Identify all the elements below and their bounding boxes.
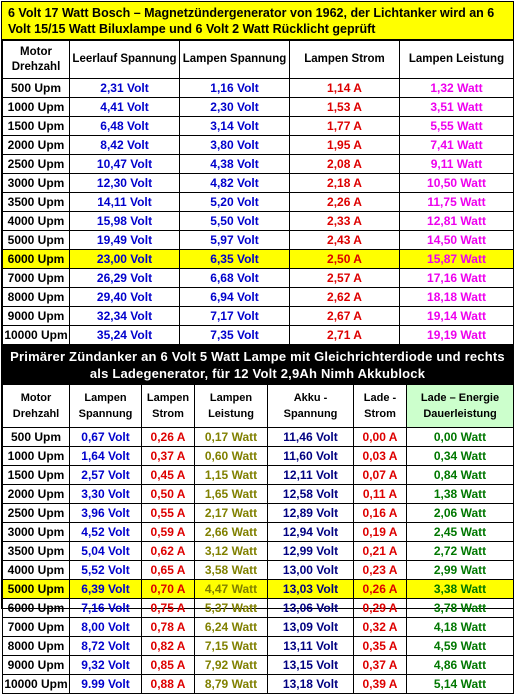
t2-cell: 1,15 Watt (195, 466, 268, 485)
t2-cell: 6000 Upm (3, 599, 70, 618)
t1-cell: 18,18 Watt (400, 288, 514, 307)
t1-cell: 10,50 Watt (400, 174, 514, 193)
t2-cell: 9000 Upm (3, 656, 70, 675)
t1-header-lampen-strom: Lampen Strom (290, 41, 400, 79)
t2-cell: 6,24 Watt (195, 618, 268, 637)
t2-cell: 12,89 Volt (268, 504, 354, 523)
t1-cell: 15,87 Watt (400, 250, 514, 269)
t2-cell: 2500 Upm (3, 504, 70, 523)
t1-cell: 1,32 Watt (400, 79, 514, 98)
t1-cell: 5,55 Watt (400, 117, 514, 136)
t1-cell: 2,30 Volt (180, 98, 290, 117)
t1-row (3, 98, 514, 117)
t1-cell: 12,30 Volt (70, 174, 180, 193)
table-1-body (3, 79, 514, 345)
t2-cell: 12,99 Volt (268, 542, 354, 561)
t1-cell: 7,35 Volt (180, 326, 290, 345)
t2-cell: 3,96 Volt (70, 504, 142, 523)
t1-cell: 15,98 Volt (70, 212, 180, 231)
t1-cell: 3000 Upm (3, 174, 70, 193)
t2-cell: 0,37 A (142, 447, 195, 466)
t2-cell: 12,94 Volt (268, 523, 354, 542)
t2-cell: 4,18 Watt (407, 618, 514, 637)
t1-cell: 5,20 Volt (180, 193, 290, 212)
t2-cell: 12,11 Volt (268, 466, 354, 485)
t1-cell: 1,95 A (290, 136, 400, 155)
t1-cell: 9,11 Watt (400, 155, 514, 174)
t2-cell: 5000 Upm (3, 580, 70, 599)
t1-cell: 5000 Upm (3, 231, 70, 250)
t2-cell: 0,85 A (142, 656, 195, 675)
t1-cell: 2000 Upm (3, 136, 70, 155)
t1-row (3, 79, 514, 98)
t1-cell: 2500 Upm (3, 155, 70, 174)
t1-cell: 19,19 Watt (400, 326, 514, 345)
t2-header-lade-strom: Lade - Strom (354, 385, 407, 428)
t1-cell: 1,77 A (290, 117, 400, 136)
t2-cell: 0,50 A (142, 485, 195, 504)
t2-cell: 13,15 Volt (268, 656, 354, 675)
t1-cell: 5,50 Volt (180, 212, 290, 231)
t2-row (3, 599, 514, 618)
t1-cell: 4000 Upm (3, 212, 70, 231)
t2-row (3, 447, 514, 466)
t2-cell: 11,46 Volt (268, 428, 354, 447)
t2-cell: 0,26 A (142, 428, 195, 447)
t2-cell: 9,32 Volt (70, 656, 142, 675)
t2-cell: 0,67 Volt (70, 428, 142, 447)
t2-cell: 0,84 Watt (407, 466, 514, 485)
t2-cell: 4,86 Watt (407, 656, 514, 675)
t1-cell: 1000 Upm (3, 98, 70, 117)
t2-cell: 0,88 A (142, 675, 195, 694)
t1-cell: 4,38 Volt (180, 155, 290, 174)
t1-cell: 19,14 Watt (400, 307, 514, 326)
t2-cell: 8,79 Watt (195, 675, 268, 694)
t2-cell: 8,72 Volt (70, 637, 142, 656)
t1-header-lampen-spannung: Lampen Spannung (180, 41, 290, 79)
t2-cell: 0,37 A (354, 656, 407, 675)
t1-cell: 6,68 Volt (180, 269, 290, 288)
t1-cell: 19,49 Volt (70, 231, 180, 250)
t1-cell: 500 Upm (3, 79, 70, 98)
t2-cell: 2,17 Watt (195, 504, 268, 523)
t2-cell: 0,26 A (354, 580, 407, 599)
t2-cell: 0,17 Watt (195, 428, 268, 447)
t1-cell: 17,16 Watt (400, 269, 514, 288)
t1-cell: 2,26 A (290, 193, 400, 212)
t1-cell: 5,97 Volt (180, 231, 290, 250)
t2-cell: 2000 Upm (3, 485, 70, 504)
t1-row (3, 136, 514, 155)
t2-row (3, 504, 514, 523)
t2-row (3, 675, 514, 694)
t1-cell: 2,62 A (290, 288, 400, 307)
title-1: 6 Volt 17 Watt Bosch – Magnetzündergenerator von 1962, der Lichtanker wird an 6 Volt 15/15 Watt Biluxlampe und 6 Volt 2 Watt Rücklicht geprüft (2, 2, 513, 40)
t1-cell: 2,33 A (290, 212, 400, 231)
t2-cell: 4,47 Watt (195, 580, 268, 599)
t2-row (3, 656, 514, 675)
t2-cell: 0,55 A (142, 504, 195, 523)
t2-row (3, 485, 514, 504)
t1-cell: 9000 Upm (3, 307, 70, 326)
t2-cell: 0,03 A (354, 447, 407, 466)
t2-cell: 0,65 A (142, 561, 195, 580)
t2-cell: 10000 Upm (3, 675, 70, 694)
t1-header-lampen-leistung: Lampen Leistung (400, 41, 514, 79)
t2-cell: 2,06 Watt (407, 504, 514, 523)
t2-row (3, 561, 514, 580)
t2-cell: 2,66 Watt (195, 523, 268, 542)
t1-row (3, 326, 514, 345)
t2-cell: 0,23 A (354, 561, 407, 580)
t2-cell: 2,45 Watt (407, 523, 514, 542)
t1-header-leerlauf-spannung: Leerlauf Spannung (70, 41, 180, 79)
t2-cell: 2,99 Watt (407, 561, 514, 580)
t1-cell: 6000 Upm (3, 250, 70, 269)
t1-cell: 14,50 Watt (400, 231, 514, 250)
t2-cell: 8000 Upm (3, 637, 70, 656)
t2-cell: 0,00 A (354, 428, 407, 447)
t2-cell: 0,34 Watt (407, 447, 514, 466)
t2-cell: 7,16 Volt (70, 599, 142, 618)
t1-row (3, 307, 514, 326)
t2-cell: 2,72 Watt (407, 542, 514, 561)
t2-cell: 8,00 Volt (70, 618, 142, 637)
t1-cell: 1,14 A (290, 79, 400, 98)
t2-cell: 13,18 Volt (268, 675, 354, 694)
t2-cell: 1000 Upm (3, 447, 70, 466)
t2-cell: 4,59 Watt (407, 637, 514, 656)
t1-cell: 26,29 Volt (70, 269, 180, 288)
t2-cell: 0,19 A (354, 523, 407, 542)
t2-row (3, 523, 514, 542)
table-2-header-row (3, 385, 514, 428)
t1-cell: 29,40 Volt (70, 288, 180, 307)
t1-cell: 23,00 Volt (70, 250, 180, 269)
t2-cell: 0,35 A (354, 637, 407, 656)
table-1 (2, 40, 514, 345)
t2-header-lampen-strom: Lampen Strom (142, 385, 195, 428)
t1-row (3, 250, 514, 269)
t2-cell: 0,78 A (142, 618, 195, 637)
t2-cell: 1,65 Watt (195, 485, 268, 504)
t2-row (3, 542, 514, 561)
t2-row (3, 618, 514, 637)
t2-cell: 1,38 Watt (407, 485, 514, 504)
t1-cell: 32,34 Volt (70, 307, 180, 326)
t2-cell: 1,64 Volt (70, 447, 142, 466)
t2-cell: 13,06 Volt (268, 599, 354, 618)
t2-cell: 0,59 A (142, 523, 195, 542)
t2-cell: 0,75 A (142, 599, 195, 618)
t2-header-akku-spannung: Akku - Spannung (268, 385, 354, 428)
t2-cell: 3,12 Watt (195, 542, 268, 561)
t1-cell: 11,75 Watt (400, 193, 514, 212)
t2-cell: 500 Upm (3, 428, 70, 447)
t1-row (3, 117, 514, 136)
t2-cell: 13,00 Volt (268, 561, 354, 580)
t2-header-lade-energie: Lade – Energie Dauerleistung (407, 385, 514, 428)
t2-header-lampen-spannung: Lampen Spannung (70, 385, 142, 428)
t1-cell: 4,41 Volt (70, 98, 180, 117)
t2-cell: 0,62 A (142, 542, 195, 561)
t2-cell: 0,82 A (142, 637, 195, 656)
t1-row (3, 269, 514, 288)
t1-cell: 2,43 A (290, 231, 400, 250)
t2-cell: 9.99 Volt (70, 675, 142, 694)
t2-cell: 0,60 Watt (195, 447, 268, 466)
t2-cell: 3,58 Watt (195, 561, 268, 580)
t2-cell: 1500 Upm (3, 466, 70, 485)
t1-cell: 35,24 Volt (70, 326, 180, 345)
t2-cell: 13,03 Volt (268, 580, 354, 599)
t2-cell: 7000 Upm (3, 618, 70, 637)
t2-cell: 3000 Upm (3, 523, 70, 542)
t2-cell: 0,21 A (354, 542, 407, 561)
t1-cell: 12,81 Watt (400, 212, 514, 231)
t2-cell: 0,11 A (354, 485, 407, 504)
t2-cell: 4000 Upm (3, 561, 70, 580)
t2-header-lampen-leistung: Lampen Leistung (195, 385, 268, 428)
t1-cell: 2,50 A (290, 250, 400, 269)
t1-header-drehzahl: Motor Drehzahl (3, 41, 70, 79)
t1-cell: 1500 Upm (3, 117, 70, 136)
t2-cell: 12,58 Volt (268, 485, 354, 504)
title-2: Primärer Zündanker an 6 Volt 5 Watt Lampe mit Gleichrichterdiode und rechts als Ladegenerator, für 12 Volt 2,9Ah Nimh Akkublock (2, 345, 513, 384)
t1-cell: 3500 Upm (3, 193, 70, 212)
t1-cell: 8,42 Volt (70, 136, 180, 155)
t1-cell: 7,17 Volt (180, 307, 290, 326)
t1-row (3, 155, 514, 174)
table-2-body (3, 428, 514, 694)
t1-cell: 7,41 Watt (400, 136, 514, 155)
t1-cell: 10,47 Volt (70, 155, 180, 174)
t1-cell: 4,82 Volt (180, 174, 290, 193)
t1-cell: 7000 Upm (3, 269, 70, 288)
t1-cell: 2,18 A (290, 174, 400, 193)
t2-row (3, 466, 514, 485)
page (1, 1, 514, 691)
t2-cell: 6,39 Volt (70, 580, 142, 599)
t2-row (3, 428, 514, 447)
t1-cell: 8000 Upm (3, 288, 70, 307)
t1-row (3, 193, 514, 212)
t2-cell: 0,16 A (354, 504, 407, 523)
t1-row (3, 174, 514, 193)
t2-cell: 5,37 Watt (195, 599, 268, 618)
t2-cell: 3,38 Watt (407, 580, 514, 599)
t1-cell: 3,51 Watt (400, 98, 514, 117)
t1-cell: 3,80 Volt (180, 136, 290, 155)
t2-row (3, 580, 514, 599)
t2-cell: 5,04 Volt (70, 542, 142, 561)
t1-cell: 6,35 Volt (180, 250, 290, 269)
t2-cell: 2,57 Volt (70, 466, 142, 485)
t1-row (3, 288, 514, 307)
t1-cell: 2,67 A (290, 307, 400, 326)
t2-cell: 0,29 A (354, 599, 407, 618)
t2-cell: 13,09 Volt (268, 618, 354, 637)
t2-cell: 3500 Upm (3, 542, 70, 561)
t2-cell: 7,15 Watt (195, 637, 268, 656)
t1-cell: 2,71 A (290, 326, 400, 345)
t2-cell: 11,60 Volt (268, 447, 354, 466)
t1-cell: 6,48 Volt (70, 117, 180, 136)
t2-row (3, 637, 514, 656)
t1-cell: 14,11 Volt (70, 193, 180, 212)
t1-cell: 10000 Upm (3, 326, 70, 345)
t2-header-drehzahl: Motor Drehzahl (3, 385, 70, 428)
t2-cell: 0,07 A (354, 466, 407, 485)
t2-cell: 13,11 Volt (268, 637, 354, 656)
table-1-header-row (3, 41, 514, 79)
t2-cell: 7,92 Watt (195, 656, 268, 675)
t2-cell: 4,52 Volt (70, 523, 142, 542)
t2-cell: 0,70 A (142, 580, 195, 599)
t1-cell: 6,94 Volt (180, 288, 290, 307)
t1-cell: 3,14 Volt (180, 117, 290, 136)
t2-cell: 5,52 Volt (70, 561, 142, 580)
t1-cell: 2,08 A (290, 155, 400, 174)
t1-cell: 1,53 A (290, 98, 400, 117)
t1-cell: 1,16 Volt (180, 79, 290, 98)
t2-cell: 3,30 Volt (70, 485, 142, 504)
t2-cell: 3,78 Watt (407, 599, 514, 618)
t2-cell: 0,00 Watt (407, 428, 514, 447)
t2-cell: 5,14 Watt (407, 675, 514, 694)
t1-cell: 2,57 A (290, 269, 400, 288)
t1-row (3, 231, 514, 250)
t1-row (3, 212, 514, 231)
t2-cell: 0,32 A (354, 618, 407, 637)
table-2 (2, 384, 514, 694)
t2-cell: 0,39 A (354, 675, 407, 694)
t1-cell: 2,31 Volt (70, 79, 180, 98)
t2-cell: 0,45 A (142, 466, 195, 485)
